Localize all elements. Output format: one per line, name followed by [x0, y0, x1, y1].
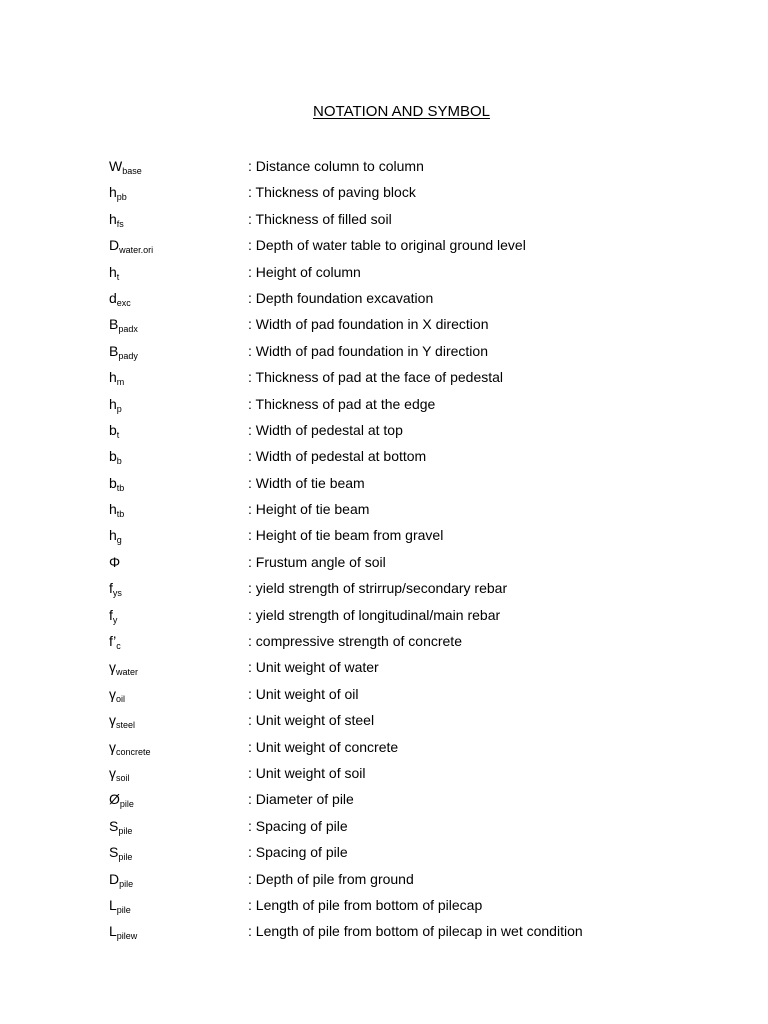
notation-symbol	[109, 262, 119, 284]
notation-symbol	[109, 895, 131, 917]
notation-description: : Thickness of paving block	[248, 184, 416, 201]
notation-row	[109, 262, 669, 288]
symbol-subscript: pile	[116, 904, 131, 915]
notation-symbol	[109, 525, 122, 547]
notation-row	[109, 895, 669, 921]
symbol-subscript: steel	[116, 720, 136, 731]
symbol-subscript: water.ori	[119, 245, 154, 256]
notation-row	[109, 209, 669, 235]
notation-description: : Width of pedestal at top	[248, 421, 403, 438]
notation-description: : Width of pad foundation in Y direction	[248, 342, 488, 359]
notation-description: : yield strength of longitudinal/main rebar	[248, 606, 501, 623]
notation-row	[109, 552, 669, 578]
notation-description: : Depth of pile from ground	[248, 870, 414, 887]
symbol-subscript: t	[116, 429, 120, 440]
symbol-subscript: m	[116, 377, 125, 388]
notation-description: : Unit weight of concrete	[248, 738, 399, 755]
symbol-subscript: t	[116, 271, 120, 282]
symbol-letter: h	[109, 369, 117, 386]
symbol-letter: f’	[109, 633, 117, 650]
notation-symbol	[109, 657, 138, 679]
notation-description: : Width of tie beam	[248, 474, 365, 491]
notation-row	[109, 235, 669, 261]
symbol-subscript: base	[122, 166, 142, 176]
notation-description: : Spacing of pile	[248, 844, 348, 861]
notation-description: : Unit weight of water	[248, 659, 379, 676]
notation-row	[109, 842, 669, 868]
notation-description: : Height of tie beam	[248, 501, 370, 518]
notation-row	[109, 314, 669, 340]
symbol-subscript: padx	[118, 324, 138, 335]
symbol-letter: Φ	[109, 553, 121, 570]
symbol-subscript: fs	[116, 218, 124, 229]
symbol-letter: L	[109, 896, 117, 913]
notation-symbol	[109, 288, 131, 310]
notation-row	[109, 367, 669, 393]
notation-description: : Spacing of pile	[248, 817, 348, 834]
notation-description: : Thickness of pad at the edge	[248, 395, 436, 412]
symbol-letter: S	[109, 844, 119, 861]
notation-row	[109, 684, 669, 710]
notation-symbol	[109, 314, 138, 336]
notation-symbol	[109, 473, 124, 495]
notation-symbol	[109, 341, 138, 363]
notation-row	[109, 182, 669, 208]
notation-row	[109, 605, 669, 631]
notation-symbol	[109, 420, 119, 442]
symbol-subscript: pady	[118, 350, 138, 361]
symbol-subscript: concrete	[116, 746, 151, 757]
notation-row	[109, 446, 669, 472]
notation-symbol	[109, 684, 125, 706]
symbol-subscript: c	[116, 641, 121, 652]
notation-row	[109, 394, 669, 420]
notation-symbol	[109, 816, 132, 838]
symbol-letter: Ø	[109, 791, 120, 808]
symbol-letter: D	[109, 237, 120, 254]
notation-row	[109, 763, 669, 789]
notation-row	[109, 789, 669, 815]
notation-symbol	[109, 605, 117, 627]
notation-description: : Length of pile from bottom of pilecap in wet condition	[248, 923, 583, 940]
notation-description: : Diameter of pile	[248, 791, 354, 808]
symbol-letter: h	[109, 527, 117, 544]
notation-symbol	[109, 631, 121, 653]
notation-symbol	[109, 209, 124, 231]
symbol-subscript: p	[116, 403, 122, 414]
symbol-subscript: y	[112, 614, 118, 625]
notation-symbol	[109, 182, 127, 204]
notation-row	[109, 156, 669, 182]
notation-symbol	[109, 552, 120, 574]
symbol-letter: h	[109, 184, 117, 201]
symbol-letter: L	[109, 923, 117, 940]
notation-symbol	[109, 578, 122, 600]
notation-description: : Unit weight of steel	[248, 712, 375, 729]
notation-row	[109, 578, 669, 604]
symbol-subscript: soil	[116, 772, 130, 783]
symbol-letter: b	[109, 448, 117, 465]
symbol-letter: h	[109, 210, 117, 227]
notation-description: : Height of tie beam from gravel	[248, 527, 444, 544]
symbol-letter: b	[109, 474, 117, 491]
symbol-subscript: ys	[112, 588, 122, 599]
notation-row	[109, 869, 669, 895]
symbol-subscript: b	[116, 456, 122, 467]
symbol-subscript: g	[116, 535, 122, 546]
symbol-subscript: pilew	[116, 931, 138, 942]
symbol-subscript: pile	[119, 799, 134, 810]
notation-description: : Height of column	[248, 263, 361, 280]
notation-description: : Depth foundation excavation	[248, 289, 434, 306]
symbol-subscript: water	[116, 667, 139, 678]
symbol-subscript: exc	[116, 297, 131, 308]
notation-symbol	[109, 869, 133, 891]
notation-description: : Width of pad foundation in X direction	[248, 316, 489, 333]
notation-description: : Thickness of pad at the face of pedestal	[248, 369, 504, 386]
symbol-subscript: pile	[118, 825, 133, 836]
notation-row	[109, 525, 669, 551]
symbol-subscript: pile	[118, 852, 133, 863]
notation-symbol	[109, 499, 124, 521]
symbol-subscript: oil	[116, 693, 126, 704]
notation-description: : Depth of water table to original ground level	[248, 237, 526, 254]
symbol-letter: h	[109, 501, 117, 518]
notation-description: : Thickness of filled soil	[248, 210, 392, 227]
notation-description: : Distance column to column	[248, 158, 424, 174]
symbol-subscript: pile	[119, 878, 134, 889]
notation-description: : compressive strength of concrete	[248, 633, 462, 650]
notation-symbol	[109, 842, 132, 864]
symbol-letter: B	[109, 342, 119, 359]
symbol-letter: d	[109, 289, 117, 306]
notation-list	[109, 156, 669, 948]
symbol-letter: γ	[109, 685, 116, 702]
notation-symbol	[109, 394, 122, 416]
symbol-letter: γ	[109, 738, 116, 755]
notation-symbol	[109, 235, 153, 257]
page-title: NOTATION AND SYMBOL	[313, 103, 490, 120]
notation-description: : yield strength of strirrup/secondary rebar	[248, 580, 508, 597]
symbol-letter: h	[109, 395, 117, 412]
symbol-letter: γ	[109, 659, 116, 676]
notation-symbol	[109, 156, 142, 178]
notation-row	[109, 473, 669, 499]
symbol-letter: D	[109, 870, 120, 887]
symbol-subscript: tb	[116, 509, 125, 520]
notation-symbol	[109, 763, 130, 785]
symbol-letter: γ	[109, 712, 116, 729]
symbol-letter: γ	[109, 764, 116, 781]
symbol-subscript: tb	[116, 482, 125, 493]
notation-symbol	[109, 446, 122, 468]
notation-symbol	[109, 367, 124, 389]
notation-description: : Unit weight of soil	[248, 764, 366, 781]
symbol-letter: b	[109, 421, 117, 438]
notation-row	[109, 631, 669, 657]
notation-row	[109, 341, 669, 367]
symbol-letter: h	[109, 263, 117, 280]
notation-symbol	[109, 737, 151, 759]
notation-row	[109, 921, 669, 947]
notation-row	[109, 288, 669, 314]
symbol-letter: S	[109, 817, 119, 834]
notation-row	[109, 499, 669, 525]
notation-row	[109, 657, 669, 683]
notation-description: : Length of pile from bottom of pilecap	[248, 896, 483, 913]
notation-row	[109, 710, 669, 736]
notation-description: : Frustum angle of soil	[248, 553, 386, 570]
symbol-subscript: pb	[116, 192, 127, 203]
notation-row	[109, 816, 669, 842]
symbol-letter: f	[109, 606, 113, 623]
symbol-letter: W	[109, 158, 123, 174]
symbol-letter: B	[109, 316, 119, 333]
notation-symbol	[109, 921, 137, 943]
notation-description: : Width of pedestal at bottom	[248, 448, 427, 465]
notation-symbol	[109, 710, 135, 732]
symbol-letter: f	[109, 580, 113, 597]
notation-symbol	[109, 789, 134, 811]
notation-row	[109, 420, 669, 446]
notation-row	[109, 737, 669, 763]
notation-description: : Unit weight of oil	[248, 685, 359, 702]
